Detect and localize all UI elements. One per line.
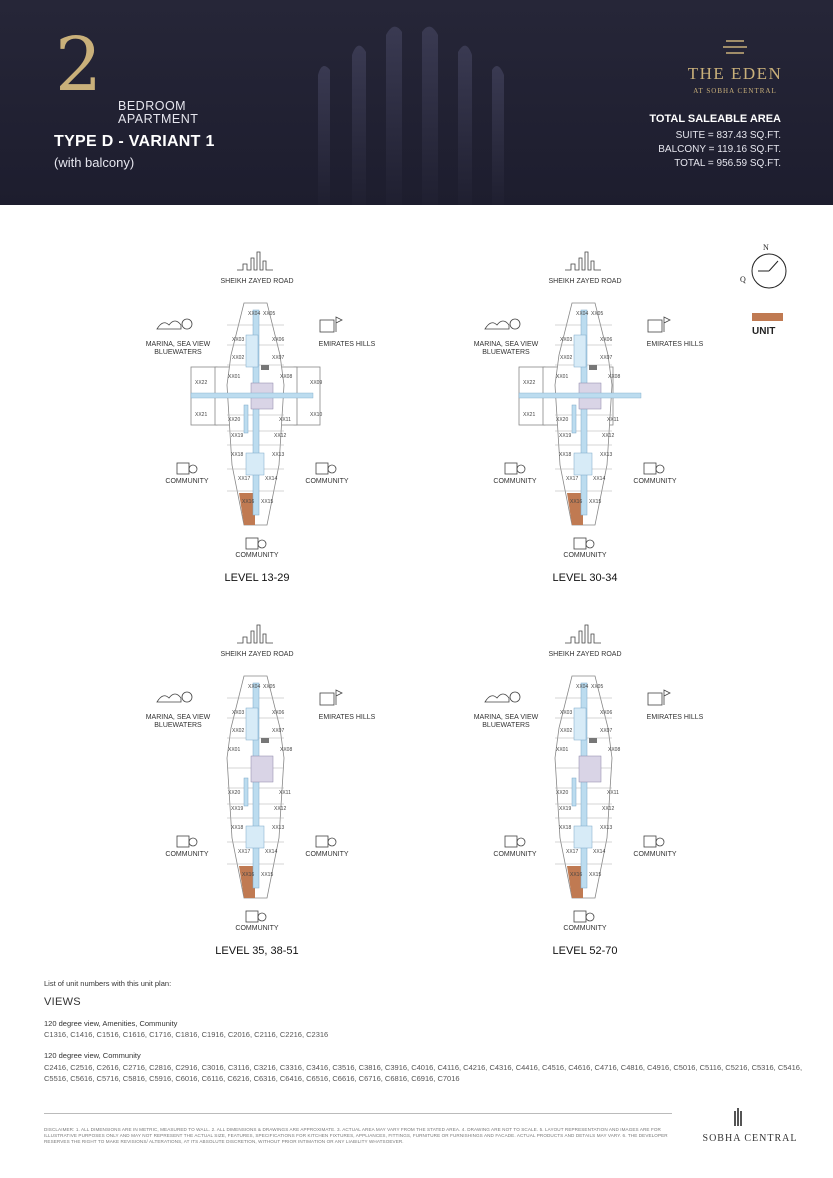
- unit-label: XX03: [560, 337, 573, 343]
- sobha-central-brand: SOBHA CENTRAL: [702, 1133, 798, 1144]
- community-label-bottom: COMMUNITY: [235, 925, 279, 932]
- unit-label: XX21: [195, 412, 208, 418]
- view-units-1: C1316, C1416, C1516, C1616, C1716, C1816, C1916, C2016, C2116, C2216, C2316: [44, 1030, 329, 1039]
- unit-label: XX03: [232, 337, 245, 343]
- views-heading: VIEWS: [44, 996, 81, 1008]
- unit-label: XX20: [556, 417, 569, 423]
- unit-label: XX18: [231, 452, 244, 458]
- core-upper: [574, 335, 586, 367]
- cross-corridor: [191, 393, 313, 398]
- community-label-left: COMMUNITY: [493, 478, 537, 485]
- unit-label: XX13: [272, 825, 285, 831]
- footer-divider: [44, 1113, 672, 1114]
- unit-label: XX16: [242, 872, 255, 878]
- community-label-right: COMMUNITY: [633, 478, 677, 485]
- unit-label: XX05: [263, 684, 276, 690]
- level-label: LEVEL 13-29: [224, 572, 290, 584]
- unit-label: XX07: [600, 728, 613, 734]
- unit-label: XX02: [560, 355, 573, 361]
- core-upper: [574, 708, 586, 740]
- road-label: SHEIKH ZAYED ROAD: [220, 651, 294, 658]
- skyline-icon: [565, 252, 601, 270]
- view-category-1: 120 degree view, Amenities, Community: [44, 1019, 178, 1028]
- view-label-left: MARINA, SEA VIEW BLUEWATERS: [473, 341, 539, 357]
- area-title: TOTAL SALEABLE AREA: [649, 113, 781, 125]
- unit-label: XX14: [265, 476, 278, 482]
- view-label-right: EMIRATES HILLS: [318, 341, 376, 348]
- marina-view-icon: [157, 692, 192, 702]
- stair-shaft: [244, 778, 248, 806]
- sobha-central-logo-icon: [733, 1107, 743, 1127]
- unit-label: XX02: [560, 728, 573, 734]
- unit-label: XX16: [570, 872, 583, 878]
- skyline-icon: [565, 625, 601, 643]
- floor-plan-level-13-29: [127, 235, 387, 595]
- unit-list-intro: List of unit numbers with this unit plan:: [44, 979, 172, 988]
- community-label-left: COMMUNITY: [493, 851, 537, 858]
- core-lower: [246, 453, 264, 475]
- unit-label: XX16: [570, 499, 583, 505]
- unit-label: XX07: [600, 355, 613, 361]
- unit-label: XX12: [274, 806, 287, 812]
- unit-label: XX05: [591, 684, 604, 690]
- service-block: [589, 738, 597, 743]
- unit-label: XX08: [280, 747, 293, 753]
- unit-type-subtitle: (with balcony): [54, 155, 135, 170]
- unit-label: XX17: [566, 476, 579, 482]
- plan-geometry: [485, 252, 670, 549]
- unit-label: XX01: [556, 374, 569, 380]
- unit-label: XX06: [600, 337, 613, 343]
- community-icon: [644, 836, 664, 847]
- unit-label: XX15: [261, 872, 274, 878]
- core-lower: [246, 826, 264, 848]
- plan-geometry: [157, 625, 342, 922]
- unit-label: XX19: [231, 806, 244, 812]
- unit-label: XX22: [523, 380, 536, 386]
- unit-label: XX18: [559, 825, 572, 831]
- total-area: TOTAL = 956.59 SQ.FT.: [674, 158, 781, 169]
- unit-label: XX17: [238, 476, 251, 482]
- unit-label: XX02: [232, 728, 245, 734]
- community-icon: [177, 836, 197, 847]
- road-label: SHEIKH ZAYED ROAD: [548, 651, 622, 658]
- unit-label: XX04: [576, 311, 589, 317]
- unit-label: XX05: [591, 311, 604, 317]
- plan-geometry: [485, 625, 670, 922]
- unit-label: XX15: [261, 499, 274, 505]
- unit-label: XX11: [607, 790, 619, 796]
- unit-label: XX11: [279, 417, 291, 423]
- unit-label: XX08: [280, 374, 293, 380]
- unit-label: XX06: [600, 710, 613, 716]
- unit-label: XX07: [272, 355, 285, 361]
- unit-label: XX11: [607, 417, 619, 423]
- stair-shaft: [572, 405, 576, 433]
- unit-label: XX05: [263, 311, 276, 317]
- community-icon: [505, 836, 525, 847]
- unit-label: XX22: [195, 380, 208, 386]
- unit-label: XX01: [556, 747, 569, 753]
- unit-label: XX17: [238, 849, 251, 855]
- service-block: [589, 365, 597, 370]
- unit-label: XX19: [559, 433, 572, 439]
- unit-label: XX09: [310, 380, 323, 386]
- suite-area: SUITE = 837.43 SQ.FT.: [675, 130, 781, 141]
- view-label-right: EMIRATES HILLS: [318, 714, 376, 721]
- apartment-label: APARTMENT: [118, 112, 199, 126]
- floor-plan-level-52-70: [455, 608, 715, 968]
- unit-type-title: TYPE D - VARIANT 1: [54, 133, 215, 150]
- community-icon: [574, 911, 594, 922]
- unit-label: XX21: [523, 412, 536, 418]
- unit-label: XX18: [231, 825, 244, 831]
- view-category-2: 120 degree view, Community: [44, 1051, 141, 1060]
- unit-label: XX12: [602, 806, 615, 812]
- unit-label: XX07: [272, 728, 285, 734]
- road-label: SHEIKH ZAYED ROAD: [220, 278, 294, 285]
- core-lower: [574, 453, 592, 475]
- unit-label: XX12: [274, 433, 287, 439]
- community-icon: [246, 538, 266, 549]
- community-icon: [505, 463, 525, 474]
- disclaimer-text: DISCLAIMER: 1. ALL DIMENSIONS ARE IN METRIC, MEASURED TO WALL. 2. ALL DIMENSIONS & DRAWINGS ARE APPROXIMATE. 3. ACTUAL AREA MAY VARY FROM THE STATED AREA. 4. DRAWING ARE NOT TO SCALE. 5. LAYOUT REPRESENTATION AND IMAGES ARE FOR ILLUSTRATIVE PURPOSES ONLY AND MAY NOT REPRESENT THE ACTUAL SIZE, FEATURES, SPECIFICATIONS FOR KITCHEN FIXTURES, APPLIANCES, FITTINGS, FURNITURE OR FURNISHINGS AND FACADE. ACTUAL PRODUCTS AND DETAILS MAY VARY. 6. THE DEVELOPER RESERVES THE RIGHT TO MAKE REVISIONS/ ALTERATIONS, AT ITS ABSOLUTE DISCRETION, WITHOUT PRIOR INTIMATION OR ANY LIABILITY WHATSOEVER.: [44, 1127, 668, 1145]
- service-block: [261, 365, 269, 370]
- road-label: SHEIKH ZAYED ROAD: [548, 278, 622, 285]
- emirates-hills-icon: [648, 690, 670, 705]
- level-label: LEVEL 35, 38-51: [215, 945, 299, 957]
- balcony-area: BALCONY = 119.16 SQ.FT.: [658, 144, 781, 155]
- unit-label: XX14: [593, 849, 606, 855]
- compass-north-label: N: [763, 243, 769, 252]
- compass-icon: [750, 252, 788, 290]
- unit-label: XX15: [589, 872, 602, 878]
- community-label-bottom: COMMUNITY: [563, 925, 607, 932]
- view-label-right: EMIRATES HILLS: [646, 714, 704, 721]
- level-label: LEVEL 30-34: [552, 572, 618, 584]
- stair-shaft: [244, 405, 248, 433]
- brand-name: THE EDEN: [687, 64, 783, 83]
- unit-label: XX20: [556, 790, 569, 796]
- lift-core: [251, 756, 273, 782]
- unit-label: XX13: [600, 825, 613, 831]
- community-label-right: COMMUNITY: [305, 478, 349, 485]
- emirates-hills-icon: [648, 317, 670, 332]
- unit-label: XX12: [602, 433, 615, 439]
- community-label-left: COMMUNITY: [165, 851, 209, 858]
- unit-legend-label: UNIT: [752, 326, 776, 337]
- unit-label: XX14: [265, 849, 278, 855]
- unit-label: XX03: [232, 710, 245, 716]
- unit-label: XX20: [228, 417, 241, 423]
- emirates-hills-icon: [320, 317, 342, 332]
- floor-plan-level-35-38-51: [127, 608, 387, 968]
- floor-plan-level-30-34: [455, 235, 715, 595]
- community-label-bottom: COMMUNITY: [235, 552, 279, 559]
- view-label-right: EMIRATES HILLS: [646, 341, 704, 348]
- community-label-right: COMMUNITY: [305, 851, 349, 858]
- community-label-bottom: COMMUNITY: [563, 552, 607, 559]
- unit-label: XX16: [242, 499, 255, 505]
- brand-subtitle: AT SOBHA CENTRAL: [693, 87, 777, 95]
- unit-label: XX19: [231, 433, 244, 439]
- bedroom-label: BEDROOM: [118, 99, 187, 113]
- service-block: [261, 738, 269, 743]
- unit-label: XX11: [279, 790, 291, 796]
- the-eden-logo-icon: [722, 38, 748, 56]
- community-icon: [574, 538, 594, 549]
- unit-label: XX04: [576, 684, 589, 690]
- unit-label: XX04: [248, 311, 261, 317]
- marina-view-icon: [485, 692, 520, 702]
- emirates-hills-icon: [320, 690, 342, 705]
- unit-label: XX08: [608, 374, 621, 380]
- unit-label: XX06: [272, 710, 285, 716]
- community-icon: [177, 463, 197, 474]
- core-lower: [574, 826, 592, 848]
- view-label-left: MARINA, SEA VIEW BLUEWATERS: [473, 714, 539, 730]
- community-icon: [316, 463, 336, 474]
- header-banner: [0, 0, 833, 205]
- level-label: LEVEL 52-70: [552, 945, 618, 957]
- community-label-left: COMMUNITY: [165, 478, 209, 485]
- community-icon: [644, 463, 664, 474]
- bedroom-count: 2: [55, 22, 103, 108]
- community-label-right: COMMUNITY: [633, 851, 677, 858]
- lift-core: [579, 756, 601, 782]
- cross-corridor: [519, 393, 641, 398]
- unit-label: XX18: [559, 452, 572, 458]
- marina-view-icon: [157, 319, 192, 329]
- community-icon: [246, 911, 266, 922]
- plan-geometry: [157, 252, 342, 549]
- tower-silhouette-graphic: [300, 0, 540, 205]
- unit-label: XX13: [600, 452, 613, 458]
- skyline-icon: [237, 252, 273, 270]
- view-label-left: MARINA, SEA VIEW BLUEWATERS: [145, 714, 211, 730]
- view-label-left: MARINA, SEA VIEW BLUEWATERS: [145, 341, 211, 357]
- core-upper: [246, 335, 258, 367]
- unit-label: XX03: [560, 710, 573, 716]
- unit-label: XX13: [272, 452, 285, 458]
- unit-label: XX02: [232, 355, 245, 361]
- unit-label: XX01: [228, 747, 241, 753]
- unit-label: XX20: [228, 790, 241, 796]
- unit-label: XX08: [608, 747, 621, 753]
- unit-label: XX06: [272, 337, 285, 343]
- skyline-icon: [237, 625, 273, 643]
- unit-legend-swatch: [752, 313, 783, 321]
- core-upper: [246, 708, 258, 740]
- unit-label: XX04: [248, 684, 261, 690]
- compass-q-label: Q: [740, 275, 746, 284]
- marina-view-icon: [485, 319, 520, 329]
- stair-shaft: [572, 778, 576, 806]
- unit-label: XX14: [593, 476, 606, 482]
- unit-label: XX19: [559, 806, 572, 812]
- unit-label: XX17: [566, 849, 579, 855]
- view-units-2: C2416, C2516, C2616, C2716, C2816, C2916, C3016, C3116, C3216, C3316, C3416, C3516, C3816, C3916, C4016, C4116, C4216, C4316, C4416, C4516, C4616, C4716, C4816, C4916, C5016, C5116, C5216, C5316, C5416, C5516, C5616, C5716, C5816, C5916, C6016, C6116, C6216, C6316, C6416, C6516, C6616, C6716, C6816, C6916, C7016: [44, 1063, 803, 1083]
- unit-label: XX10: [310, 412, 323, 418]
- unit-label: XX01: [228, 374, 241, 380]
- unit-label: XX15: [589, 499, 602, 505]
- community-icon: [316, 836, 336, 847]
